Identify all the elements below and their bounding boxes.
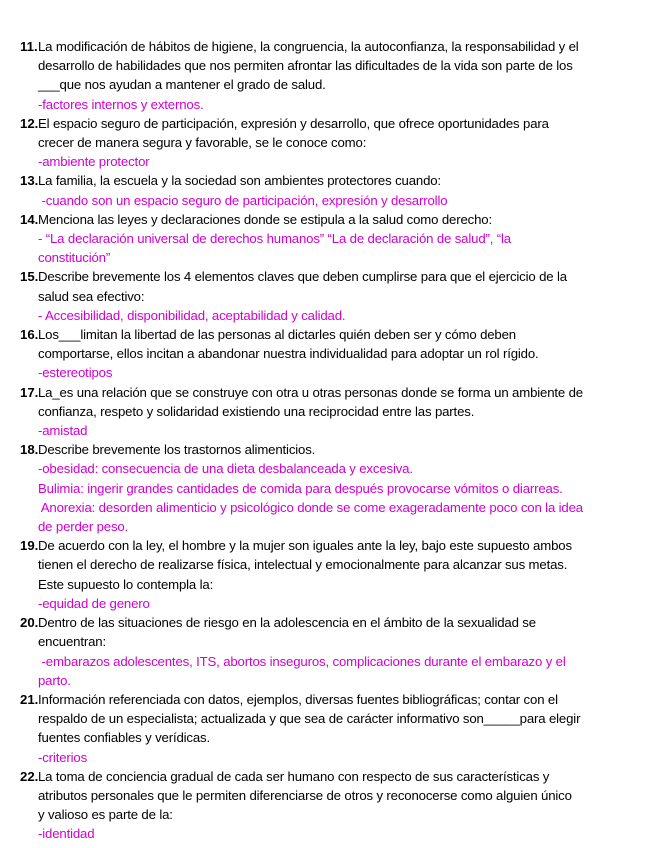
question-number: 15. bbox=[20, 269, 39, 285]
question-number: 16. bbox=[20, 327, 39, 343]
answer-line: -amistad bbox=[38, 423, 88, 439]
question-line: desarrollo de habilidades que nos permiten afrontar las dificultades de la vida son parte de los bbox=[38, 58, 573, 74]
question-list bbox=[0, 37, 655, 844]
question-line: Los___limitan la libertad de las personas al dictarles quién deben ser y cómo deben bbox=[38, 327, 516, 343]
question-line: Dentro de las situaciones de riesgo en la adolescencia en el ámbito de la sexualidad se bbox=[38, 615, 536, 631]
question-line: La familia, la escuela y la sociedad son ambientes protectores cuando: bbox=[38, 173, 441, 189]
question-line: salud sea efectivo: bbox=[38, 288, 145, 304]
question-line: Menciona las leyes y declaraciones donde se estipula a la salud como derecho: bbox=[38, 211, 492, 227]
question-item bbox=[0, 767, 655, 844]
question-item bbox=[0, 171, 655, 209]
answer-line: Bulimia: ingerir grandes cantidades de comida para después provocarse vómitos o diarreas. bbox=[38, 480, 563, 496]
answer-text bbox=[38, 421, 620, 440]
answer-line: de perder peso. bbox=[38, 519, 129, 535]
question-item bbox=[0, 613, 655, 690]
question-line: El espacio seguro de participación, expresión y desarrollo, que ofrece oportunidades para bbox=[38, 115, 549, 131]
question-line: Describe brevemente los 4 elementos claves que deben cumplirse para que el ejercicio de la bbox=[38, 269, 567, 285]
question-number: 20. bbox=[20, 615, 39, 631]
answer-text bbox=[38, 229, 620, 267]
question-line: ___que nos ayudan a mantener el grado de salud. bbox=[38, 77, 326, 93]
question-line: Este supuesto lo contempla la: bbox=[38, 576, 214, 592]
answer-text bbox=[38, 152, 620, 171]
question-item bbox=[0, 383, 655, 441]
answer-line: -cuando son un espacio seguro de participación, expresión y desarrollo bbox=[38, 192, 448, 208]
answer-line: -identidad bbox=[38, 826, 95, 842]
question-line: crecer de manera segura y favorable, se le conoce como: bbox=[38, 135, 367, 151]
answer-text bbox=[38, 594, 620, 613]
question-number: 13. bbox=[20, 173, 39, 189]
question-line: comportarse, ellos incitan a abandonar nuestra individualidad para adoptar un rol rígido. bbox=[38, 346, 539, 362]
question-item bbox=[0, 267, 655, 325]
question-number: 12. bbox=[20, 115, 39, 131]
answer-text bbox=[38, 824, 620, 843]
answer-line: constitución” bbox=[38, 250, 111, 266]
answer-line: Anorexia: desorden alimenticio y psicológico donde se come exageradamente poco con la idea bbox=[38, 499, 583, 515]
answer-line: parto. bbox=[38, 672, 71, 688]
question-number: 19. bbox=[20, 538, 39, 554]
question-item bbox=[0, 440, 655, 536]
answer-line: -estereotipos bbox=[38, 365, 113, 381]
answer-text bbox=[38, 363, 620, 382]
question-text bbox=[38, 613, 620, 651]
question-line: De acuerdo con la ley, el hombre y la mujer son iguales ante la ley, bajo este supuesto ambos bbox=[38, 538, 572, 554]
question-text bbox=[38, 171, 620, 190]
question-text bbox=[38, 690, 620, 748]
answer-line: - Accesibilidad, disponibilidad, aceptabilidad y calidad. bbox=[38, 307, 346, 323]
question-item bbox=[0, 325, 655, 383]
answer-line: -equidad de genero bbox=[38, 595, 150, 611]
answer-text bbox=[38, 459, 620, 536]
answer-text bbox=[38, 191, 620, 210]
question-number: 18. bbox=[20, 442, 39, 458]
question-line: tienen el derecho de realizarse física, intelectual y emocionalmente para alcanzar sus metas. bbox=[38, 557, 568, 573]
question-text bbox=[38, 114, 620, 152]
answer-text bbox=[38, 748, 620, 767]
question-line: fuentes confiables y verídicas. bbox=[38, 730, 211, 746]
question-item bbox=[0, 690, 655, 767]
question-number: 17. bbox=[20, 384, 39, 400]
question-line: confianza, respeto y solidaridad existiendo una reciprocidad entre las partes. bbox=[38, 403, 475, 419]
question-item bbox=[0, 536, 655, 613]
question-line: Describe brevemente los trastornos alimenticios. bbox=[38, 442, 316, 458]
question-line: y valioso es parte de la: bbox=[38, 807, 173, 823]
answer-line: -ambiente protector bbox=[38, 154, 150, 170]
question-line: La modificación de hábitos de higiene, la congruencia, la autoconfianza, la responsabilidad y el bbox=[38, 39, 579, 54]
question-line: encuentran: bbox=[38, 634, 107, 650]
answer-text bbox=[38, 652, 620, 690]
question-line: La toma de conciencia gradual de cada ser humano con respecto de sus características y bbox=[38, 768, 550, 784]
question-item bbox=[0, 37, 655, 114]
question-text bbox=[38, 267, 620, 305]
question-text bbox=[38, 767, 620, 825]
answer-line: -criterios bbox=[38, 749, 88, 765]
answer-line: -obesidad: consecuencia de una dieta desbalanceada y excesiva. bbox=[38, 461, 413, 477]
question-item bbox=[0, 210, 655, 268]
question-text bbox=[38, 210, 620, 229]
answer-text bbox=[38, 306, 620, 325]
question-number: 14. bbox=[20, 211, 39, 227]
question-item bbox=[0, 114, 655, 172]
question-text bbox=[38, 440, 620, 459]
answer-line: - “La declaración universal de derechos humanos” “La de declaración de salud”, “la bbox=[38, 231, 511, 247]
question-text bbox=[38, 325, 620, 363]
question-number: 22. bbox=[20, 768, 39, 784]
answer-text bbox=[38, 95, 620, 114]
question-text bbox=[38, 536, 620, 594]
question-line: atributos personales que le permiten diferenciarse de otros y reconocerse como alguien único bbox=[38, 787, 572, 803]
answer-line: -factores internos y externos. bbox=[38, 96, 204, 112]
question-line: respaldo de un especialista; actualizada y que sea de carácter informativo son_____para elegir bbox=[38, 711, 581, 727]
question-number: 21. bbox=[20, 691, 39, 707]
question-line: Información referenciada con datos, ejemplos, diversas fuentes bibliográficas; contar con el bbox=[38, 691, 558, 707]
question-number: 11. bbox=[20, 39, 38, 54]
question-text bbox=[38, 383, 620, 421]
question-text bbox=[38, 37, 620, 95]
answer-line: -embarazos adolescentes, ITS, abortos inseguros, complicaciones durante el embarazo y el bbox=[38, 653, 566, 669]
question-line: La_es una relación que se construye con otra u otras personas donde se forma un ambiente de bbox=[38, 384, 583, 400]
